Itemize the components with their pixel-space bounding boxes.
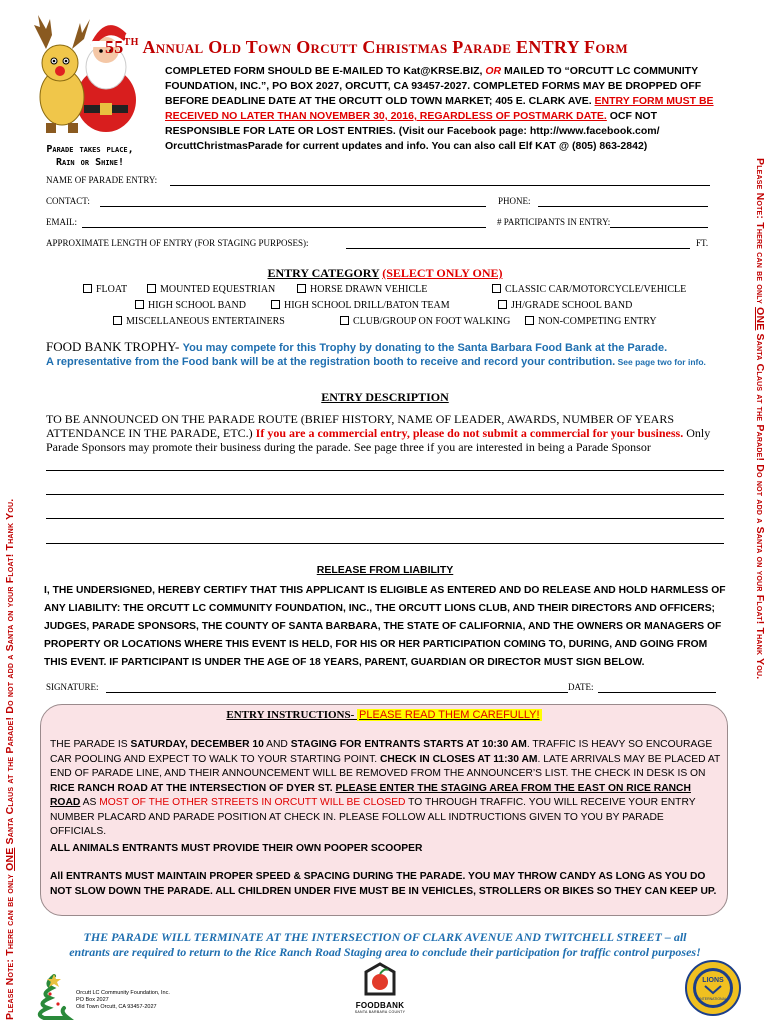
lions-word: LIONS: [702, 977, 724, 984]
release-title: RELEASE FROM LIABILITY: [316, 564, 454, 576]
checkbox[interactable]: [135, 300, 144, 309]
description-line-3[interactable]: [46, 518, 724, 519]
category-option-hs-band[interactable]: HIGH SCHOOL BAND: [135, 300, 246, 311]
date-field[interactable]: [598, 692, 716, 693]
signature-label: SIGNATURE:: [46, 682, 99, 692]
participants-field-label: # PARTICIPANTS IN ENTRY:: [497, 217, 611, 227]
description-line-2[interactable]: [46, 494, 724, 495]
page-title: 55TH Annual Old Town Orcutt Christmas Parade ENTRY Form: [105, 37, 628, 57]
email-field[interactable]: [82, 227, 486, 228]
foodbank-icon: [360, 962, 400, 996]
side-note-left: Please Note: There can be only ONE Santa Claus at the Parade! Do not add a Santa on your Float! Thank You.: [4, 498, 16, 1020]
checkbox[interactable]: [498, 300, 507, 309]
participants-field[interactable]: [610, 227, 708, 228]
category-option-classic-car[interactable]: CLASSIC CAR/MOTORCYCLE/VEHICLE: [492, 284, 686, 295]
date-label: DATE:: [568, 682, 594, 692]
category-option-float[interactable]: FLOAT: [83, 284, 127, 295]
category-option-jh-band[interactable]: JH/GRADE SCHOOL BAND: [498, 300, 632, 311]
reindeer-santa-logo: [24, 5, 144, 135]
entry-instructions-paragraph: THE PARADE IS SATURDAY, DECEMBER 10 AND STAGING FOR ENTRANTS STARTS AT 10:30 AM. TRAFFIC IS HEAVY SO ENCOURAGE CAR POOLING AND EXPECT TO WALK TO YOUR STARTING POINT. CHECK IN CLOSES AT 11:30 AM. LATE ARRIVALS MAY BE PLACED AT END OF PARADE LINE, AND THEIR ANNOUNCEMENT WILL BE REMOVED FROM THE ANNOUNCER’S LIST. THE CHECK IN DESK IS ON RICE RANCH ROAD AT THE INTERSECTION OF DYER ST. PLEASE ENTER THE STAGING AREA FROM THE EAST ON RICE RANCH ROAD AS MOST OF THE OTHER STREETS IN ORCUTT WILL BE CLOSED TO THROUGH TRAFFIC. YOU WILL RECEIVE YOUR ENTRY NUMBER PLACARD AND PARADE POSITION AT CHECK IN. PLEASE FOLLOW ALL INDTRUCTIONS GIVEN TO YOU BY PARADE OFFICIALS.: [50, 739, 721, 837]
ft-label: FT.: [696, 238, 709, 248]
signature-field[interactable]: [106, 692, 568, 693]
email-field-label: EMAIL:: [46, 217, 77, 227]
name-field[interactable]: [170, 185, 710, 186]
category-option-non-competing[interactable]: NON-COMPETING ENTRY: [525, 316, 657, 327]
category-option-hs-drill[interactable]: HIGH SCHOOL DRILL/BATON TEAM: [271, 300, 450, 311]
checkbox[interactable]: [113, 316, 122, 325]
christmas-tree-logo: [30, 974, 74, 1020]
speed-spacing-note: All ENTRANTS MUST MAINTAIN PROPER SPEED & SPACING DURING THE PARADE. YOU MAY THROW CANDY AS LONG AS YOU DO NOT SLOW DOWN THE PARADE. ALL CHILDREN UNDER FIVE MUST BE IN VEHICLES, STROLLERS OR BIKES SO THEY CAN KEEP UP.: [50, 871, 717, 897]
entry-category-title: ENTRY CATEGORY (SELECT ONLY ONE): [267, 266, 503, 280]
lions-sub: INTERNATIONAL: [699, 997, 727, 1001]
phone-field[interactable]: [538, 206, 708, 207]
length-field-label: APPROXIMATE LENGTH OF ENTRY (FOR STAGING PURPOSES):: [46, 238, 309, 248]
parade-terminate-note: THE PARADE WILL TERMINATE AT THE INTERSECTION OF CLARK AVENUE AND TWITCHELL STREET – all entrants are required to return to the Rice Ranch Road Staging area to conclude their participation for traffic control purposes!: [69, 930, 701, 959]
submission-instructions: COMPLETED FORM SHOULD BE E-MAILED TO Kat@KRSE.BIZ, OR MAILED TO “ORCUTT LC COMMUNITY FOUNDATION, INC.”, PO BOX 2027, ORCUTT, CA 93457-2027. COMPLETED FORMS MAY BE DROPPED OFF BEFORE DEADLINE DATE AT THE ORCUTT OLD TOWN MARKET; 405 E. CLARK AVE. ENTRY FORM MUST BE RECEIVED NO LATER THAN NOVEMBER 30, 2016, REGARDLESS OF POSTMARK DATE. OCF NOT RESPONSIBLE FOR LATE OR LOST ENTRIES. (Visit our Facebook page: http://www.facebook.com/ OrcuttChristmasParade for current updates and info. You can also call Elf KAT @ (805) 863-2842): [165, 65, 714, 152]
description-line-4[interactable]: [46, 543, 724, 544]
rain-or-shine-note: Parade takes place, Rain or Shine!: [46, 144, 134, 168]
category-option-club-walking[interactable]: CLUB/GROUP ON FOOT WALKING: [340, 316, 510, 327]
entry-description-text: TO BE ANNOUNCED ON THE PARADE ROUTE (BRIEF HISTORY, NAME OF LEADER, AWARDS, NUMBER OF YEARS ATTENDANCE IN THE PARADE, ETC.) If you are a commercial entry, please do not submit a commercial for your business. Only Parade Sponsors may promote their business during the parade. See page three if you are interested in being a Parade Sponsor: [46, 412, 711, 454]
org-address: Orcutt LC Community Foundation, Inc. PO Box 2027 Old Town Orcutt, CA 93457-2027: [76, 990, 170, 1010]
category-option-horse-drawn[interactable]: HORSE DRAWN VEHICLE: [297, 284, 427, 295]
name-field-label: NAME OF PARADE ENTRY:: [46, 175, 158, 185]
checkbox[interactable]: [340, 316, 349, 325]
checkbox[interactable]: [83, 284, 92, 293]
checkbox[interactable]: [525, 316, 534, 325]
release-text: I, THE UNDERSIGNED, HEREBY CERTIFY THAT THIS APPLICANT IS ELIGIBLE AS ENTERED AND DO RELEASE AND HOLD HARMLESS OF ANY LIABILITY: THE ORCUTT LC COMMUNITY FOUNDATION, INC., THE ORCUTT LIONS CLUB, AND THEIR DIRECTORS AND OFFICERS; JUDGES, PARADE SPONSORS, THE COUNTY OF SANTA BARBARA, THE STATE OF CALIFORNIA, AND THE OWNERS OR MANAGERS OF PROPERTY OR LOCATIONS WHERE THIS EVENT IS HELD, FOR HIS OR HER PARTICIPATION COMING TO, DURING, AND GOING FROM THIS EVENT. IF PARTICIPANT IS UNDER THE AGE OF 18 YEARS, PARENT, GUARDIAN OR DIRECTOR MUST SIGN BELOW.: [44, 585, 726, 668]
checkbox[interactable]: [147, 284, 156, 293]
food-bank-note: A representative from the Food bank will be at the registration booth to receive and record your contribution. See page two for info.: [46, 356, 706, 368]
length-field[interactable]: [346, 248, 690, 249]
entry-instructions-title: ENTRY INSTRUCTIONS- PLEASE READ THEM CAREFULLY!: [226, 709, 540, 721]
lions-club-logo: [685, 960, 741, 1016]
category-option-mounted-equestrian[interactable]: MOUNTED EQUESTRIAN: [147, 284, 275, 295]
phone-field-label: PHONE:: [498, 196, 531, 206]
contact-field[interactable]: [100, 206, 486, 207]
foodbank-logo: FOODBANK SANTA BARBARA COUNTY: [340, 962, 420, 1014]
side-note-right: Please Note: There can be only ONE Santa Claus at the Parade! Do not add a Santa on your Float! Thank You.: [754, 158, 766, 680]
category-option-misc-entertainers[interactable]: MISCELLANEOUS ENTERTAINERS: [113, 316, 285, 327]
checkbox[interactable]: [492, 284, 501, 293]
description-line-1[interactable]: [46, 470, 724, 471]
animals-note: ALL ANIMALS ENTRANTS MUST PROVIDE THEIR OWN POOPER SCOOPER: [50, 843, 423, 854]
checkbox[interactable]: [297, 284, 306, 293]
entry-description-title: ENTRY DESCRIPTION: [321, 390, 449, 404]
checkbox[interactable]: [271, 300, 280, 309]
contact-field-label: CONTACT:: [46, 196, 90, 206]
food-bank-trophy: FOOD BANK TROPHY- You may compete for this Trophy by donating to the Santa Barbara Food Bank at the Parade.: [46, 339, 668, 354]
